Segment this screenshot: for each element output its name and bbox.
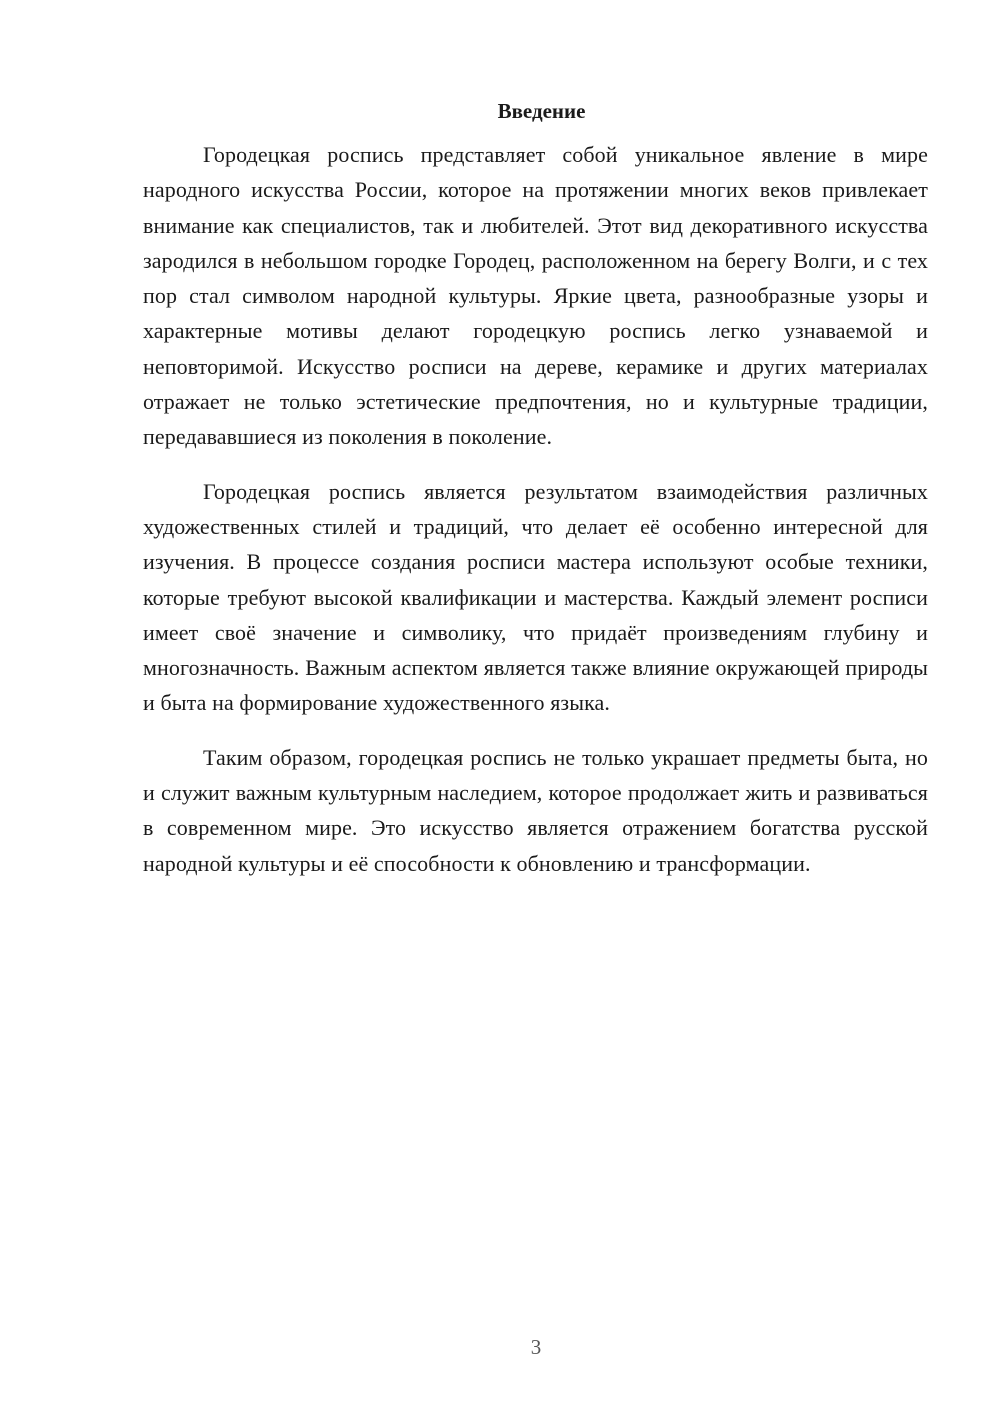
paragraph-2: Городецкая роспись является результатом взаимодействия различных художественных стилей и традиций, что делает её особенно интересной для изучения. В процессе создания росписи мастера используют особые техники, которые требуют высокой квалификации и мастерства. Каждый элемент росписи имеет своё значение и символику, что придаёт произведениям глубину и многозначность. Важным аспектом является также влияние окружающей природы и быта на формирование художественного языка.: [143, 478, 928, 716]
page-content: [143, 95, 928, 900]
paragraph-3: Таким образом, городецкая роспись не только украшает предметы быта, но и служит важным культурным наследием, которое продолжает жить и развиваться в современном мире. Это искусство является отражением богатства русской народной культуры и её способности к обновлению и трансформации.: [143, 744, 928, 876]
page-number: 3: [530, 1335, 542, 1359]
paragraph-1: Городецкая роспись представляет собой уникальное явление в мире народного искусства России, которое на протяжении многих веков привлекает внимание как специалистов, так и любителей. Этот вид декоративного искусства зародился в небольшом городке Городец, расположенном на берегу Волги, и с тех пор стал символом народной культуры. Яркие цвета, разнообразные узоры и характерные мотивы делают городецкую роспись легко узнаваемой и неповторимой. Искусство росписи на дереве, керамике и других материалах отражает не только эстетические предпочтения, но и культурные традиции, передававшиеся из поколения в поколение.: [143, 142, 928, 450]
section-heading: Введение: [497, 99, 586, 123]
